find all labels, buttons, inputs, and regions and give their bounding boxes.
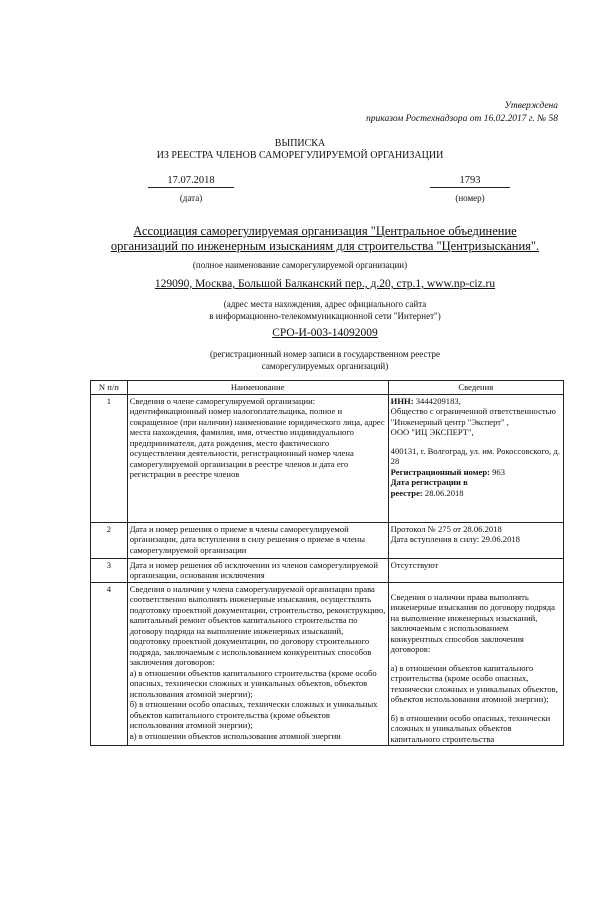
organization-address-caption [0,298,600,322]
decision-effective-date: Дата вступления в силу: 29.06.2018 [390,534,520,544]
table-row [91,558,564,582]
reg-value: 963 [492,466,506,477]
row-name: Дата и номер решения о приеме в члены саморегулируемой организации, дата вступления в силу решения о приеме в члены саморегулируемой организации [127,522,388,558]
inn-value: 3444209183, [415,395,461,406]
reg-date-label-2: реестре: [390,487,423,498]
inn-label: ИНН: [390,395,414,406]
row-number: 3 [91,558,128,582]
approval-note [366,100,558,126]
registry-table [90,380,564,746]
reg-date-label: Дата регистрации в [390,477,468,487]
extract-number: 1793 [430,174,510,188]
header-name: Наименование [127,381,388,395]
rights-info-a: а) в отношении объектов капитального строительства (кроме особо опасных, технически сложных и уникальных объектов, объектов использования атомной энергии); [390,662,558,704]
member-full-name: Общество с ограниченной ответственностью "Инженерный центр "Эксперт" , [390,406,556,427]
reg-label: Регистрационный номер: [390,466,490,477]
row-number: 2 [91,522,128,558]
member-address: 400131, г. Волгоград, ул. им. Рокоссовского, д. 28 [390,445,560,466]
rights-item-b: б) в отношении особо опасных, технически сложных и уникальных объектов капитального строительства (кроме объектов использования атомной энергии); [129,699,378,730]
table-row [91,582,564,746]
rights-item-c: в) в отношении объектов использования атомной энергии [129,730,341,741]
title-line-2: ИЗ РЕЕСТРА ЧЛЕНОВ САМОРЕГУЛИРУЕМОЙ ОРГАНИЗАЦИИ [156,150,444,161]
reg-caption-line-2: саморегулируемых организаций) [261,361,389,371]
document-title [0,138,600,162]
reg-date-value: 28.06.2018 [424,487,464,498]
reg-line [391,467,561,478]
decision-protocol: Протокол № 275 от 28.06.2018 [390,523,502,534]
approval-line-2: приказом Ростехнадзора от 16.02.2017 г. № 58 [366,114,558,124]
extract-number-caption: (номер) [455,193,485,203]
member-short-name: ООО "ИЦ ЭКСПЕРТ", [390,427,474,437]
rights-info: Сведения о наличии права выполнять инженерные изыскания по договору подряда на выполнение инженерных изысканий, заключаемым с использованием конкурентных способов заключения договоров: [390,591,555,654]
table-row [91,522,564,558]
table-row [91,394,564,522]
registry-number: СРО-И-003-14092009 [272,327,378,339]
title-line-1: ВЫПИСКА [274,138,326,149]
rights-item-a: а) в отношении объектов капитального строительства (кроме особо опасных, технически сложных и уникальных объектов, объектов использования атомной энергии); [129,667,377,699]
row-info [388,394,563,522]
organization-name: Ассоциация саморегулируемая организация "Центральное объединение организаций по инженерным изысканиям для строительства "Центризыскания". [110,224,540,253]
row-info [388,582,563,746]
header-number: N п/п [91,381,128,395]
extract-date-caption: (дата) [179,193,203,203]
row-info: Отсутствуют [388,558,563,582]
rights-info-b: б) в отношении особо опасных, технически сложных и уникальных объектов капитального строительства [390,712,551,744]
address-caption-line-2: в информационно-телекоммуникационной сети "Интернет") [209,311,441,321]
row-name: Дата и номер решения об исключении из членов саморегулируемой организации, основания исключения [127,558,388,582]
rights-description: Сведения о наличии у члена саморегулируемой организации права соответственно выполнять инженерные изыскания, осуществлять подготовку проектной документации, строительство, реконструкцию, капитальный ремонт объектов капитального строительства по договору подряда на выполнение инженерных изысканий, подготовку проектной документации, по договору строительного подряда, заключаемым с использованием конкурентных способов заключения договоров: [129,583,386,667]
row-info [388,522,563,558]
row-number: 4 [91,582,128,746]
row-name [127,582,388,746]
approval-line-1: Утверждена [504,101,558,111]
table-header-row [91,381,564,395]
inn-line [391,396,561,407]
reg-caption-line-1: (регистрационный номер записи в государственном реестре [210,349,440,359]
organization-name-caption: (полное наименование саморегулируемой организации) [192,260,408,270]
organization-address: 129090, Москва, Большой Балканский пер., д.20, стр.1, www.np-ciz.ru [154,278,496,290]
registry-number-caption [0,348,600,372]
reg-date-line [391,488,561,499]
address-caption-line-1: (адрес места нахождения, адрес официального сайта [223,299,427,309]
row-number: 1 [91,394,128,522]
row-name: Сведения о члене саморегулируемой организации: идентификационный номер налогоплательщика, полное и сокращенное (при наличии) наименование юридического лица, адрес места нахождения, фамилия, имя, отчество индивидуального предпринимателя, дата рождения, место фактического осуществления деятельности, регистрационный номер члена саморегулируемой организации в реестре членов и дата его регистрации в реестре членов [127,394,388,522]
extract-date: 17.07.2018 [148,174,234,188]
header-info: Сведения [388,381,563,395]
